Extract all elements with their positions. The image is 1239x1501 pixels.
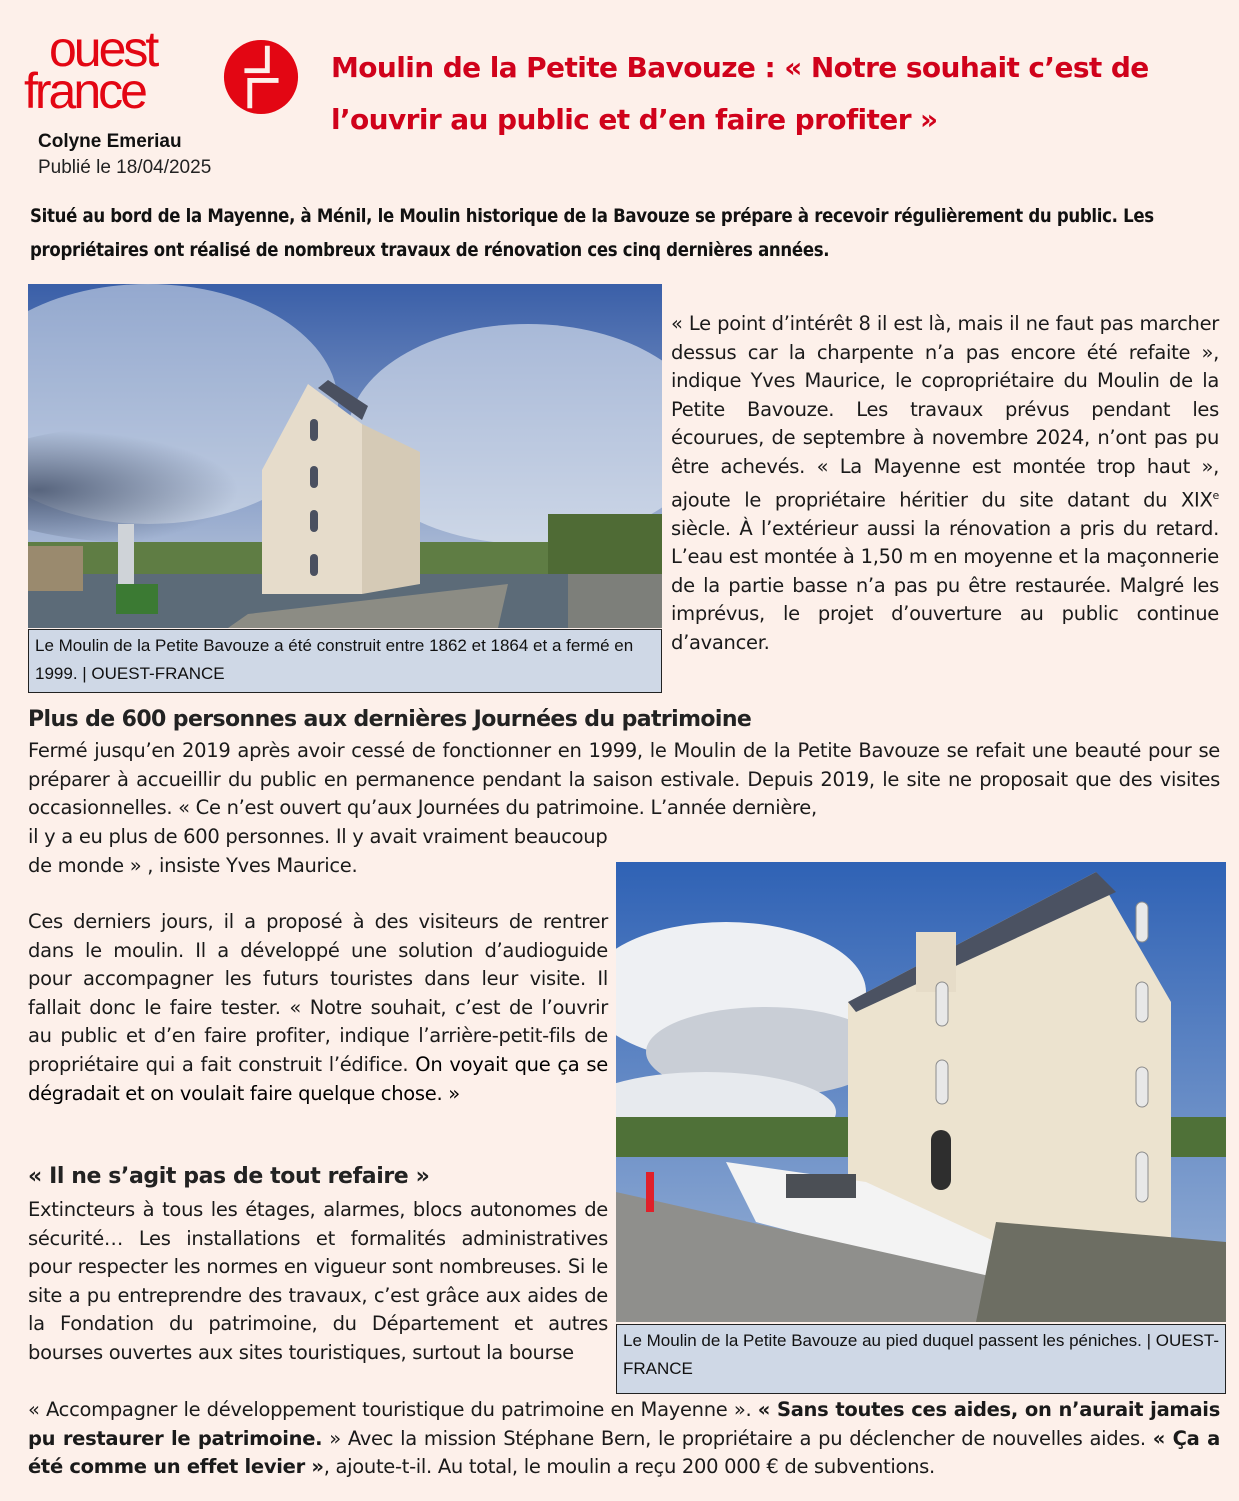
paragraph-text: « Accompagner le développement touristique du patrimoine en Mayenne ». xyxy=(28,1398,758,1421)
section-paragraph xyxy=(28,908,608,1108)
section-heading: Plus de 600 personnes aux dernières Journées du patrimoine xyxy=(28,707,752,732)
ouest-france-logo[interactable] xyxy=(24,21,279,119)
intro-paragraph xyxy=(671,310,1219,658)
paragraph-text: Ces derniers jours, il a proposé à des visiteurs de rentrer dans le moulin. Il a développé une solution d’audioguide pour accompagner les futurs touristes dans leur visite. Il fallait donc le faire tester. « Notre souhait, c’est de l’ouvrir au public et d’en faire profiter, indique l’arrière-petit-fils de propriétaire qui a fait construit l’édifice. xyxy=(28,910,608,1076)
section-paragraph-closing xyxy=(28,1396,1220,1482)
quote-bold: « Sans toutes ces aides, on n’aurait jamais pu restaurer le patrimoine. xyxy=(28,1398,1220,1450)
paragraph-text: » Avec la mission Stéphane Bern, le propriétaire a pu déclencher de nouvelles aides. xyxy=(322,1426,1153,1450)
logo-wordmark-ouest: ouest xyxy=(49,21,157,77)
photo-caption: Le Moulin de la Petite Bavouze au pied duquel passent les péniches. | OUEST-FRANCE xyxy=(616,1324,1226,1394)
section-paragraph: Extincteurs à tous les étages, alarmes, blocs autonomes de sécurité… Les installations et formalités administratives pour respecter les normes en vigueur sont nombreuses. Si le site a pu entreprendre des travaux, c’est grâce aux aides de la Fondation du patrimoine, du Département et autres bourses ouvertes aux sites touristiques, surtout la bourse xyxy=(28,1198,608,1364)
paragraph-text: , ajoute-t-il. Au total, le moulin a reçu 200 000 € de subventions. xyxy=(323,1455,935,1479)
century-superscript: e xyxy=(1212,488,1219,502)
quote-bold: « Ça a été comme un effet levier » xyxy=(28,1426,1220,1479)
publish-date: Publié le 18/04/2025 xyxy=(38,157,212,178)
intro-text-continued: siècle. À l’extérieur aussi la rénovation a pris du retard. L’eau est montée à 1,50 m en moyenne et la maçonnerie de la partie basse n’a pas pu être restaurée. Malgré les imprévus, le projet d’ouverture au public continue d’avancer. xyxy=(671,516,1219,655)
quote-text: On voyait que ça se dégradait et on voulait faire quelque chose. » xyxy=(28,1052,608,1105)
article-lead: Situé au bord de la Mayenne, à Ménil, le Moulin historique de la Bavouze se prépare à recevoir régulièrement du public. Les propriétaires ont réalisé de nombreux travaux de rénovation ces cinq dernières années. xyxy=(30,206,1154,261)
section-heading: « Il ne s’agit pas de tout refaire » xyxy=(28,1164,430,1189)
byline xyxy=(38,130,211,182)
mill-photo-illustration xyxy=(28,284,662,628)
photo-mill-barge[interactable] xyxy=(616,862,1226,1322)
section-paragraph: Fermé jusqu’en 2019 après avoir cessé de fonctionner en 1999, le Moulin de la Petite Bavouze se refait une beauté pour se préparer à accueillir du public en permanence pendant la saison estivale. Depuis 2019, le site ne proposait que des visites occasionnelles. « Ce n’est ouvert qu’aux Journées du patrimoine. L’année dernière, xyxy=(28,739,1220,820)
logo-wordmark-france: france xyxy=(24,63,145,119)
photo-mill-sky[interactable] xyxy=(28,284,662,628)
intro-text: « Le point d’intérêt 8 il est là, mais il ne faut pas marcher dessus car la charpente n’a pas encore été refaite », indique Yves Maurice, le copropriétaire du Moulin de la Petite Bavouze. Les travaux prévus pendant les écourues, de septembre à novembre 2024, n’ont pas pu être achevés. « La Mayenne est montée trop haut », ajoute le propriétaire héritier du site datant du XIX xyxy=(671,312,1219,512)
photo-caption: Le Moulin de la Petite Bavouze a été construit entre 1862 et 1864 et a fermé en 1999. | OUEST-FRANCE xyxy=(28,629,662,693)
mill-barge-photo-illustration xyxy=(616,862,1226,1322)
article-headline: Moulin de la Petite Bavouze : « Notre souhait c’est de l’ouvrir au public et d’en faire profiter » xyxy=(331,51,1149,136)
ouest-france-emblem-icon xyxy=(222,38,300,116)
author-name: Colyne Emeriau xyxy=(38,131,182,152)
section-paragraph-narrow: il y a eu plus de 600 personnes. Il y avait vraiment beaucoup de monde » , insiste Yves Maurice. xyxy=(28,825,608,877)
